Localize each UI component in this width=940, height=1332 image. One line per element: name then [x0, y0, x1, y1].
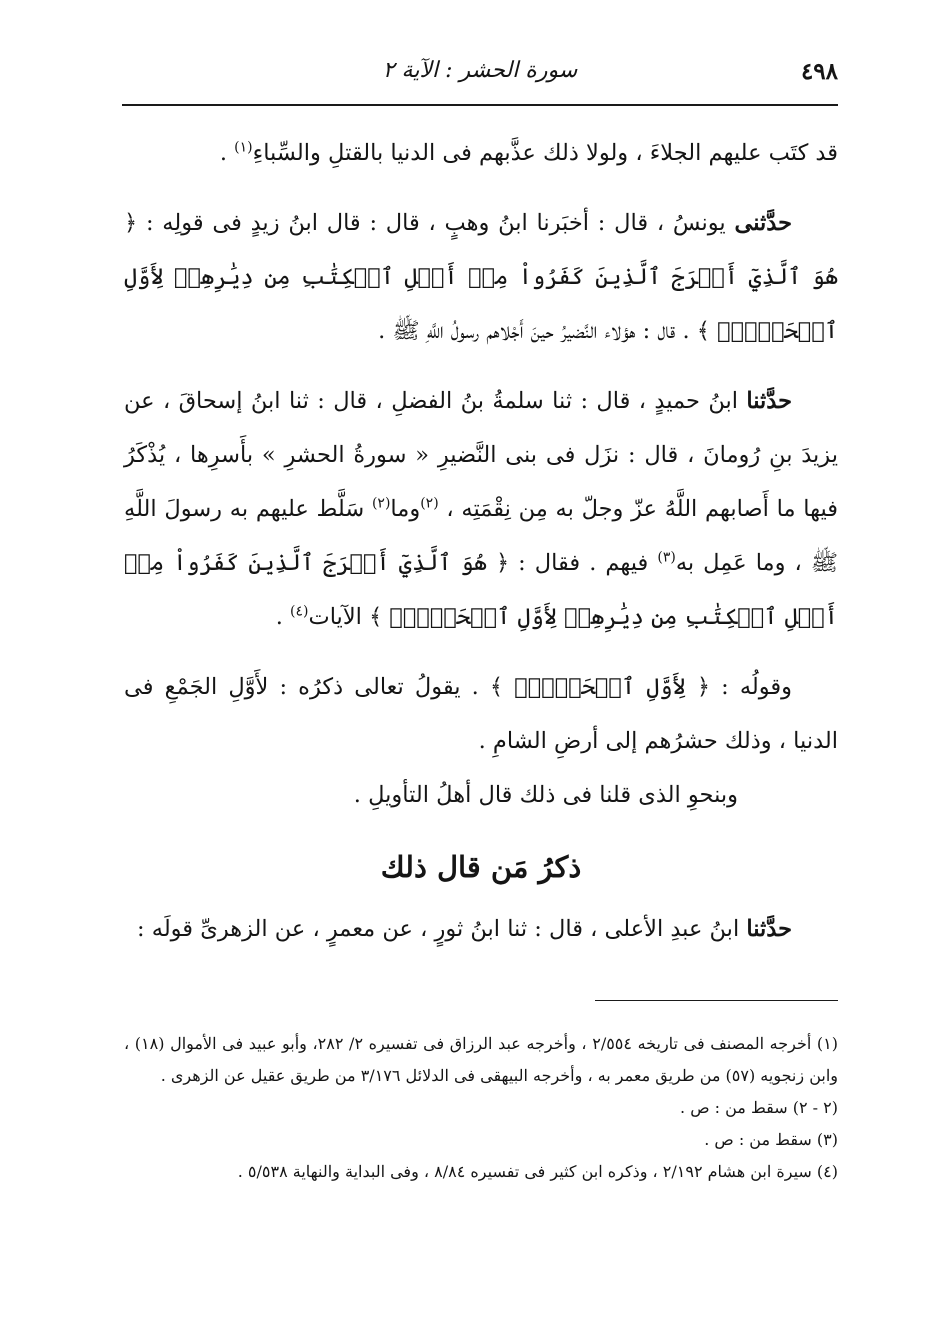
paragraph-3-text-3: سَلَّط عليهم به رسولَ اللَّهِ ﷺ ، وما عَمِل به — [124, 496, 839, 576]
footnote-4: (٤) سيرة ابن هشام ٢/١٩٢ ، وذكره ابن كثير فى تفسيره ٨/٨٤ ، وفى البداية والنهاية ٥/٥٣٨ . — [237, 1162, 838, 1181]
footnotes — [124, 1028, 838, 1188]
paragraph-2 — [124, 196, 838, 358]
header-rule — [122, 104, 838, 106]
paragraph-4 — [124, 660, 838, 768]
footnote-ref-2-open: (٢) — [420, 495, 439, 512]
footnote-ref-4: (٤) — [290, 603, 309, 620]
page-number: ٤٩٨ — [800, 58, 838, 85]
paragraph-3-end: . — [275, 604, 291, 630]
paragraph-2-tail: . قال : هؤلاء النَّضيرُ حينَ أَجْلاهم رسولُ اللَّهِ ﷺ . — [378, 318, 697, 344]
paragraph-4-text-1: وقولُه : — [710, 674, 792, 700]
paragraph-6-lead: حدَّثنا — [746, 916, 792, 942]
paragraph-6 — [124, 902, 838, 956]
paragraph-1-end: . — [219, 140, 235, 166]
paragraph-2-lead: حدَّثنى — [734, 210, 792, 236]
paragraph-3-lead: حدَّثنا — [746, 388, 792, 414]
quran-quote: ﴿ هُوَ ٱلَّذِيٓ أَخۡرَجَ ٱلَّذِينَ كَفَرُواْ مِنۡ أَهۡلِ ٱلۡكِتَٰبِ مِن دِيَٰرِهِمۡ لِأَوَّلِ ٱلۡحَشۡرِۚ ﴾ — [124, 210, 838, 344]
paragraph-1 — [124, 126, 838, 180]
footnote-ref-3: (٣) — [657, 549, 676, 566]
paragraph-5-text: وبنحوِ الذى قلنا فى ذلك قال أهلُ التأويلِ . — [353, 782, 738, 808]
main-text — [124, 126, 838, 956]
page-header — [122, 52, 838, 92]
paragraph-3 — [124, 374, 838, 644]
footnote-rule — [595, 1000, 838, 1001]
paragraph-3-text-4: فيهم . فقال : — [509, 550, 658, 576]
paragraph-3-text-5: الآيات — [308, 604, 370, 630]
paragraph-3-text-1: ابنُ حميدٍ ، قال : ثنا سلمةُ بنُ الفضلِ ، قال : ثنا ابنُ إسحاقَ ، عن يزيدَ بنِ رُومانَ ، قال : نزَل فى بنى النَّضيرِ « سورةُ الحشرِ » بأَسرِها ، يُذْكَرُ فيها ما أَصابهم اللَّهُ عزّ وجلّ به مِن نِقْمَتِه ، — [124, 388, 838, 522]
paragraph-6-text: ابنُ عبدِ الأعلى ، قال : ثنا ابنُ ثورٍ ، عن معمرٍ ، عن الزهرىِّ قولَه : — [137, 916, 747, 942]
footnote-2: (٢ - ٢) سقط من : ص . — [680, 1098, 838, 1117]
footnote-ref-1: (١) — [234, 139, 253, 156]
paragraph-3-text-2: وما — [390, 496, 421, 522]
quran-quote: ﴿ هُوَ ٱلَّذِيٓ أَخۡرَجَ ٱلَّذِينَ كَفَرُواْ مِنۡ أَهۡلِ ٱلۡكِتَٰبِ مِن دِيَٰرِهِمۡ لِأَوَّلِ ٱلۡحَشۡرِۚ ﴾ — [124, 550, 838, 630]
footnote-ref-2-close: (٢) — [371, 495, 391, 512]
paragraph-4-text-2: . يقولُ تعالى ذكرُه : لأَوَّلِ الجَمْعِ فى الدنيا ، وذلك حشرُهم إلى أرضِ الشامِ . — [124, 674, 838, 754]
footnote-1: (١) أخرجه المصنف فى تاريخه ٢/٥٥٤ ، وأخرجه عبد الرزاق فى تفسيره ٢/ ٢٨٢، وأبو عبيد فى الأموال (١٨) ، وابن زنجويه (٥٧) من طريق معمر به ، وأخرجه البيهقى فى الدلائل ٣/١٧٦ من طريق عقيل عن الزهرى . — [124, 1034, 839, 1085]
paragraph-5 — [124, 768, 838, 822]
footnote-3: (٣) سقط من : ص . — [704, 1130, 838, 1149]
section-heading: ذكرُ مَن قال ذلك — [380, 850, 582, 884]
paragraph-2-text: يونسُ ، قال : أخبَرنا ابنُ وهبٍ ، قال : قال ابنُ زيدٍ فى قولِه : — [137, 210, 735, 236]
quran-quote: ﴿ لِأَوَّلِ ٱلۡحَشۡرِۚ ﴾ — [489, 674, 711, 700]
paragraph-1-text: قد كتَب عليهم الجلاءَ ، ولولا ذلك عذَّبهم فى الدنيا بالقتلِ والسِّباءِ — [252, 140, 838, 166]
running-title: سورة الحشر : الآية ٢ — [382, 58, 578, 83]
